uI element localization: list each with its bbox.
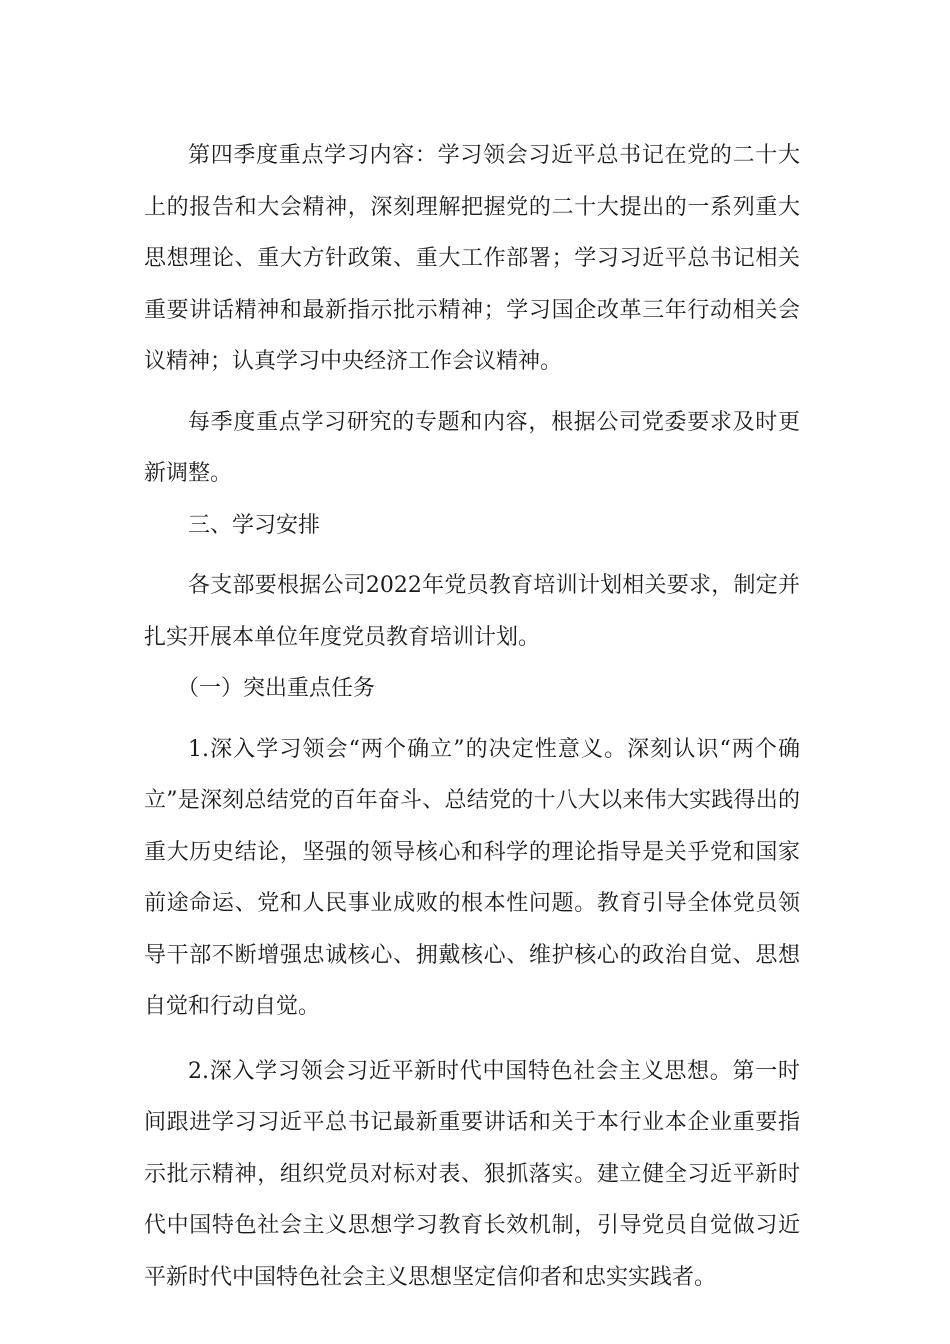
document-body xyxy=(144,130,800,1303)
paragraph-quarterly-update: 每季度重点学习研究的专题和内容，根据公司党委要求及时更新调整。 xyxy=(144,409,800,486)
paragraph-q4-content: 第四季度重点学习内容：学习领会习近平总书记在党的二十大上的报告和大会精神，深刻理解把握党的二十大提出的一系列重大思想理论、重大方针政策、重大工作部署；学习习近平总书记相关重要讲话精神和最新指示批示精神；学习国企改革三年行动相关会议精神；认真学习中央经济工作会议精神。 xyxy=(144,143,800,374)
paragraph-item-two: 2.深入学习领会习近平新时代中国特色社会主义思想。第一时间跟进学习习近平总书记最新重要讲话和关于本行业本企业重要指示批示精神，组织党员对标对表、狠抓落实。建立健全习近平新时代中国特色社会主义思想学习教育长效机制，引导党员自觉做习近平新时代中国特色社会主义思想坚定信仰者和忠实实践者。 xyxy=(144,1058,800,1290)
paragraph-item-one: 1.深入学习领会“两个确立”的决定性意义。深刻认识“两个确立”是深刻总结党的百年奋斗、总结党的十八大以来伟大实践得出的重大历史结论，坚强的领导核心和科学的理论指导是关乎党和国家前途命运、党和人民事业成败的根本性问题。教育引导全体党员领导干部不断增强忠诚核心、拥戴核心、维护核心的政治自觉、思想自觉和行动自觉。 xyxy=(144,736,800,1019)
paragraph-branch-requirement: 各支部要根据公司2022年党员教育培训计划相关要求，制定并扎实开展本单位年度党员教育培训计划。 xyxy=(144,573,800,650)
section-three-heading: 三、学习安排 xyxy=(188,512,321,538)
subsection-one-heading: （一）突出重点任务 xyxy=(177,676,376,701)
